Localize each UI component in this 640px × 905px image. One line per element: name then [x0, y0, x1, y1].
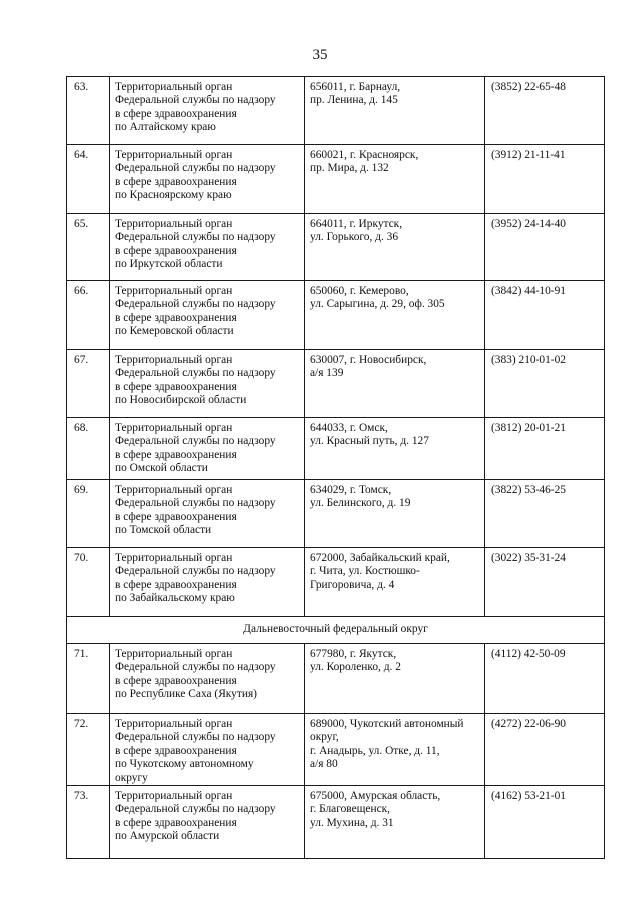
text-line: Территориальный орган	[115, 149, 233, 161]
text-line: по Омской области	[115, 462, 208, 475]
authority-address	[305, 548, 485, 617]
text-line: г. Анадырь, ул. Отке, д. 11,	[310, 744, 440, 757]
authority-address	[305, 350, 485, 418]
table-row	[67, 214, 605, 281]
table-row	[67, 644, 605, 714]
text-line: Федеральной службы по надзору	[115, 731, 276, 744]
text-line: в сфере здравоохранения	[115, 674, 237, 687]
page-number: 35	[312, 47, 328, 63]
text-line: 677980, г. Якутск,	[310, 648, 397, 660]
text-line: Территориальный орган	[115, 81, 233, 93]
authority-phone: (3912) 21-11-41	[485, 145, 605, 214]
text-line: 644033, г. Омск,	[310, 422, 388, 434]
text-line: в сфере здравоохранения	[115, 448, 237, 461]
text-line: 664011, г. Иркутск,	[310, 218, 403, 230]
table-row	[67, 786, 605, 859]
text-line: 630007, г. Новосибирск,	[310, 354, 427, 366]
text-line: в сфере здравоохранения	[115, 107, 237, 120]
entry-number: 65.	[67, 214, 110, 281]
text-line: Территориальный орган	[115, 285, 233, 297]
authority-name	[110, 480, 305, 548]
text-line: в сфере здравоохранения	[115, 744, 237, 757]
section-heading: Дальневосточный федеральный округ	[67, 617, 605, 644]
text-line: 650060, г. Кемерово,	[310, 285, 409, 297]
text-line: по Иркутской области	[115, 258, 223, 271]
text-line: Территориальный орган	[115, 354, 233, 366]
registry-table-body	[67, 77, 605, 859]
table-row	[67, 281, 605, 350]
text-line: в сфере здравоохранения	[115, 510, 237, 523]
entry-number: 70.	[67, 548, 110, 617]
text-line: по Амурской области	[115, 830, 220, 843]
authority-phone: (4112) 42-50-09	[485, 644, 605, 714]
authority-phone: (3852) 22-65-48	[485, 77, 605, 145]
text-line: по Кемеровской области	[115, 325, 234, 338]
text-line: Территориальный орган	[115, 422, 233, 434]
authority-name	[110, 644, 305, 714]
text-line: ул. Сарыгина, д. 29, оф. 305	[310, 298, 445, 311]
text-line: округу	[115, 771, 148, 784]
authority-address	[305, 786, 485, 859]
authority-name	[110, 418, 305, 480]
authority-phone: (3842) 44-10-91	[485, 281, 605, 350]
text-line: по Томской области	[115, 524, 212, 537]
authority-phone: (3822) 53-46-25	[485, 480, 605, 548]
text-line: Федеральной службы по надзору	[115, 367, 276, 380]
entry-number: 73.	[67, 786, 110, 859]
authority-phone: (383) 210-01-02	[485, 350, 605, 418]
text-line: Федеральной службы по надзору	[115, 803, 276, 816]
text-line: 689000, Чукотский автономный	[310, 718, 464, 730]
authority-name	[110, 786, 305, 859]
text-line: а/я 139	[310, 367, 344, 380]
authority-name	[110, 214, 305, 281]
text-line: в сфере здравоохранения	[115, 380, 237, 393]
text-line: по Забайкальскому краю	[115, 592, 235, 605]
text-line: Федеральной службы по надзору	[115, 661, 276, 674]
text-line: в сфере здравоохранения	[115, 244, 237, 257]
entry-number: 68.	[67, 418, 110, 480]
text-line: 672000, Забайкальский край,	[310, 552, 450, 564]
text-line: по Чукотскому автономному	[115, 758, 254, 771]
text-line: ул. Белинского, д. 19	[310, 497, 411, 510]
authority-name	[110, 350, 305, 418]
text-line: Федеральной службы по надзору	[115, 565, 276, 578]
table-row	[67, 548, 605, 617]
authority-name	[110, 77, 305, 145]
authority-address	[305, 714, 485, 786]
text-line: ул. Красный путь, д. 127	[310, 435, 429, 448]
table-row	[67, 350, 605, 418]
text-line: ул. Короленко, д. 2	[310, 661, 401, 674]
text-line: по Республике Саха (Якутия)	[115, 688, 257, 701]
entry-number: 63.	[67, 77, 110, 145]
text-line: 660021, г. Красноярск,	[310, 149, 419, 161]
text-line: Территориальный орган	[115, 484, 233, 496]
entry-number: 69.	[67, 480, 110, 548]
authority-name	[110, 281, 305, 350]
text-line: ул. Горького, д. 36	[310, 231, 399, 244]
authority-phone: (3952) 24-14-40	[485, 214, 605, 281]
text-line: в сфере здравоохранения	[115, 175, 237, 188]
registry-table	[66, 76, 605, 859]
authority-address	[305, 214, 485, 281]
text-line: Территориальный орган	[115, 718, 233, 730]
authority-name	[110, 145, 305, 214]
entry-number: 66.	[67, 281, 110, 350]
authority-phone: (3022) 35-31-24	[485, 548, 605, 617]
authority-phone: (3812) 20-01-21	[485, 418, 605, 480]
text-line: Федеральной службы по надзору	[115, 435, 276, 448]
text-line: Федеральной службы по надзору	[115, 497, 276, 510]
text-line: ул. Мухина, д. 31	[310, 816, 394, 829]
text-line: округ,	[310, 731, 339, 744]
text-line: 634029, г. Томск,	[310, 484, 392, 496]
authority-address	[305, 145, 485, 214]
text-line: пр. Мира, д. 132	[310, 162, 389, 175]
table-row	[67, 145, 605, 214]
text-line: а/я 80	[310, 758, 338, 771]
table-row	[67, 480, 605, 548]
authority-name	[110, 714, 305, 786]
text-line: Территориальный орган	[115, 648, 233, 660]
text-line: Федеральной службы по надзору	[115, 94, 276, 107]
section-row	[67, 617, 605, 644]
text-line: Территориальный орган	[115, 552, 233, 564]
authority-address	[305, 281, 485, 350]
authority-address	[305, 644, 485, 714]
text-line: Федеральной службы по надзору	[115, 298, 276, 311]
authority-name	[110, 548, 305, 617]
table-row	[67, 714, 605, 786]
text-line: Григоровича, д. 4	[310, 578, 395, 591]
text-line: по Красноярскому краю	[115, 189, 232, 202]
authority-address	[305, 418, 485, 480]
text-line: Федеральной службы по надзору	[115, 162, 276, 175]
text-line: по Новосибирской области	[115, 394, 247, 407]
entry-number: 72.	[67, 714, 110, 786]
table-row	[67, 418, 605, 480]
table-row	[67, 77, 605, 145]
entry-number: 67.	[67, 350, 110, 418]
text-line: по Алтайскому краю	[115, 121, 216, 134]
text-line: Территориальный орган	[115, 218, 233, 230]
authority-phone: (4162) 53-21-01	[485, 786, 605, 859]
entry-number: 71.	[67, 644, 110, 714]
text-line: г. Благовещенск,	[310, 803, 391, 816]
text-line: в сфере здравоохранения	[115, 578, 237, 591]
authority-address	[305, 480, 485, 548]
text-line: в сфере здравоохранения	[115, 816, 237, 829]
entry-number: 64.	[67, 145, 110, 214]
text-line: в сфере здравоохранения	[115, 311, 237, 324]
authority-phone: (4272) 22-06-90	[485, 714, 605, 786]
text-line: 675000, Амурская область,	[310, 790, 441, 803]
text-line: 656011, г. Барнаул,	[310, 81, 401, 93]
text-line: Территориальный орган	[115, 790, 233, 803]
text-line: пр. Ленина, д. 145	[310, 94, 398, 107]
text-line: г. Чита, ул. Костюшко-	[310, 565, 420, 578]
text-line: Федеральной службы по надзору	[115, 231, 276, 244]
authority-address	[305, 77, 485, 145]
